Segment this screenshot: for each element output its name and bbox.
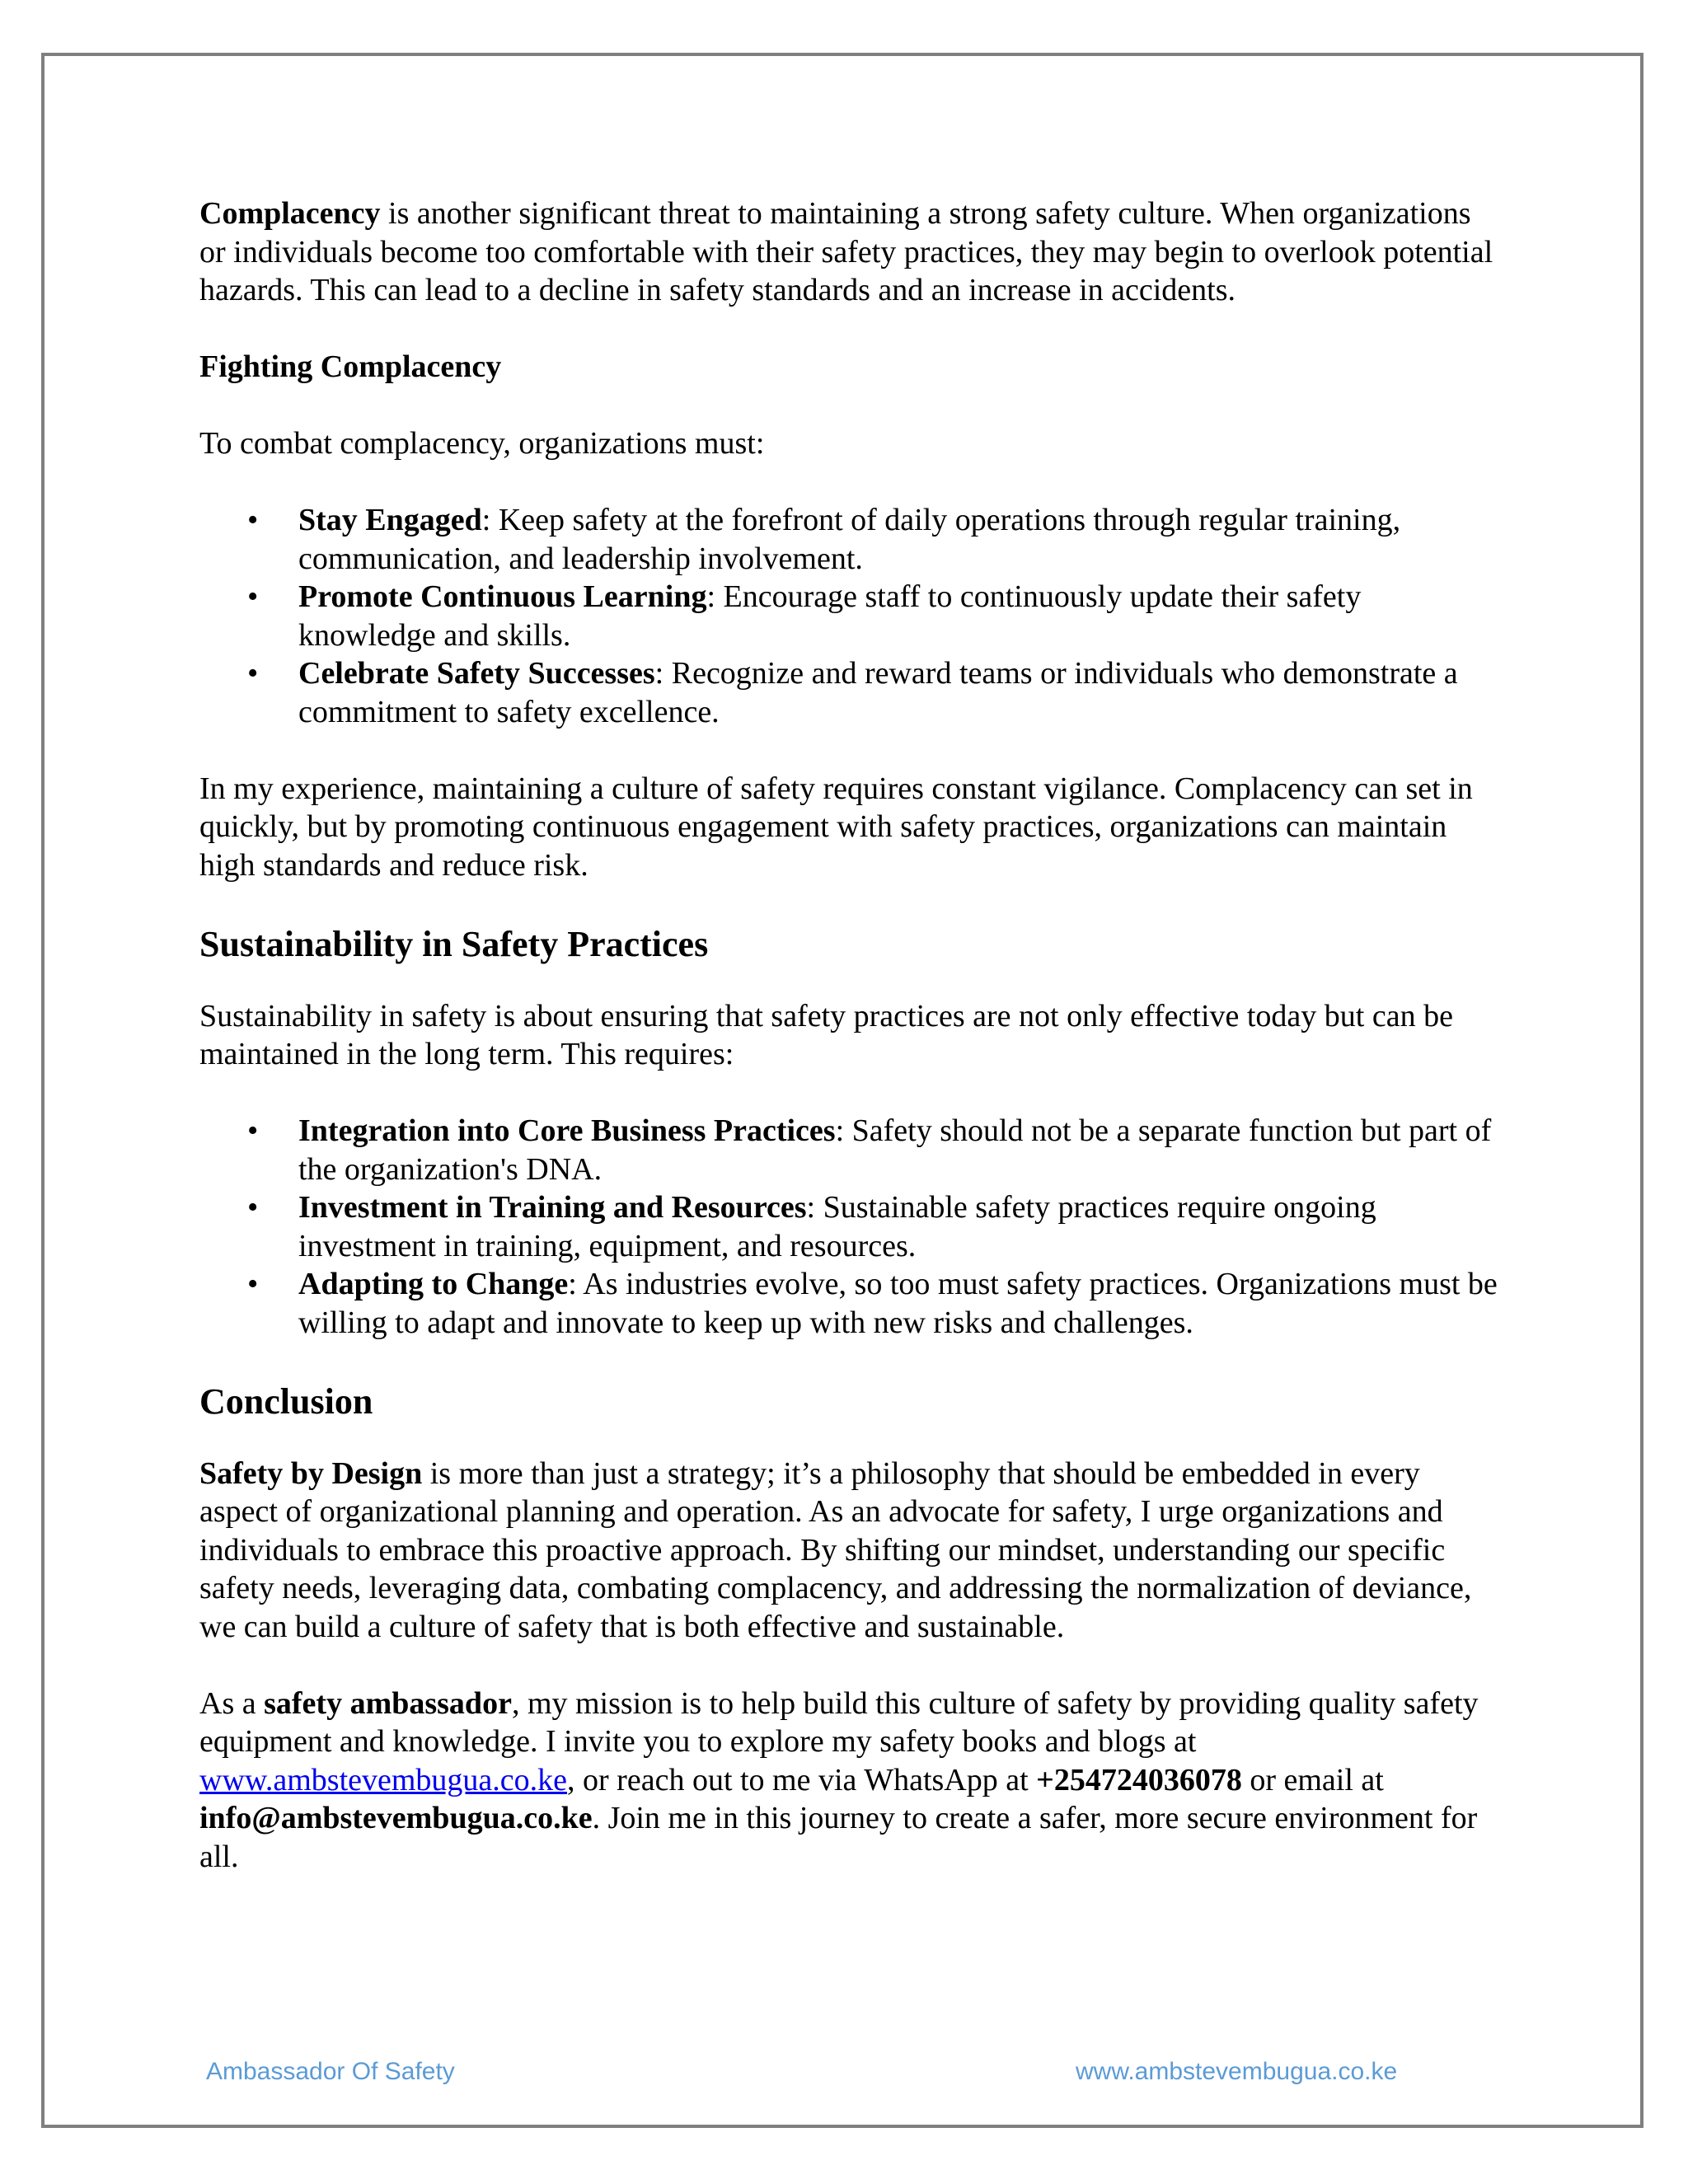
intro-paragraph	[199, 194, 1502, 310]
sustainability-list	[199, 1112, 1502, 1342]
list-item	[199, 578, 1502, 654]
bullet-icon: •	[247, 656, 259, 691]
list-item	[199, 654, 1502, 731]
bullet-icon: •	[247, 1113, 259, 1148]
ambassador-paragraph	[199, 1685, 1502, 1877]
experience-paragraph: In my experience, maintaining a culture of safety requires constant vigilance. Complacency can set in quickly, but by promoting continuous engagement with safety practices, organizations can maintain high standards and reduce risk.	[199, 771, 1473, 883]
bullet-icon: •	[247, 1190, 259, 1225]
list-item-term: Investment in Training and Resources	[298, 1190, 807, 1225]
whatsapp-number: +254724036078	[1036, 1762, 1242, 1797]
document-body	[199, 194, 1502, 1915]
list-item-term: Adapting to Change	[298, 1267, 569, 1301]
intro-text: is another significant threat to maintaining a strong safety culture. When organizations or individuals become too comfortable with their safety practices, they may begin to overlook potential hazards. This can lead to a decline in safety standards and an increase in accidents.	[199, 196, 1493, 307]
ambassador-text-e: . Join me in this journey to create a safer, more secure environment for all.	[199, 1801, 1478, 1874]
list-item-text: : Sustainable safety practices require ongoing investment in training, equipment, and resources.	[298, 1190, 1376, 1263]
sustainability-lead: Sustainability in safety is about ensuring that safety practices are not only effective today but can be maintained in the long term. This requires:	[199, 998, 1453, 1071]
list-item-term: Promote Continuous Learning	[298, 579, 707, 614]
list-item-term: Celebrate Safety Successes	[298, 656, 655, 691]
fighting-complacency-heading: Fighting Complacency	[199, 349, 502, 384]
sustainability-heading: Sustainability in Safety Practices	[199, 923, 709, 964]
bullet-icon: •	[247, 579, 259, 614]
list-item-text: : Keep safety at the forefront of daily operations through regular training, communication, and leadership involvement.	[298, 503, 1401, 576]
email-address: info@ambstevembugua.co.ke	[199, 1801, 593, 1835]
ambassador-role: safety ambassador	[264, 1685, 512, 1721]
fighting-lead: To combat complacency, organizations must:	[199, 426, 765, 461]
website-link[interactable]: www.ambstevembugua.co.ke	[199, 1762, 568, 1797]
list-item	[199, 501, 1502, 578]
bullet-icon: •	[247, 1267, 259, 1301]
intro-term: Complacency	[199, 196, 381, 231]
list-item-text: : Safety should not be a separate function but part of the organization's DNA.	[298, 1113, 1492, 1187]
list-item	[199, 1265, 1502, 1342]
list-item-text: : As industries evolve, so too must safety practices. Organizations must be willing to adapt and innovate to keep up with new risks and challenges.	[298, 1267, 1498, 1340]
ambassador-text-a: As a	[199, 1685, 265, 1721]
fighting-list	[199, 501, 1502, 731]
list-item-term: Integration into Core Business Practices	[298, 1113, 836, 1148]
footer-title: Ambassador Of Safety	[206, 2058, 455, 2085]
list-item-term: Stay Engaged	[298, 503, 482, 537]
ambassador-text-c: , or reach out to me via WhatsApp at	[567, 1762, 1037, 1797]
conclusion-term: Safety by Design	[199, 1455, 423, 1491]
conclusion-text: is more than just a strategy; it’s a philosophy that should be embedded in every aspect of organizational planning and operation. As an advocate for safety, I urge organizations and individuals to embrace this proactive approach. By shifting our mindset, understanding our specific safety needs, leveraging data, combating complacency, and addressing the normalization of deviance, we can build a culture of safety that is both effective and sustainable.	[199, 1455, 1472, 1644]
conclusion-paragraph	[199, 1455, 1502, 1647]
footer-website: www.ambstevembugua.co.ke	[1076, 2058, 1398, 2085]
list-item-text: : Recognize and reward teams or individuals who demonstrate a commitment to safety excellence.	[298, 656, 1458, 729]
list-item	[199, 1188, 1502, 1265]
list-item-text: : Encourage staff to continuously update their safety knowledge and skills.	[298, 579, 1362, 653]
ambassador-text-d: or email at	[1241, 1762, 1384, 1797]
list-item	[199, 1112, 1502, 1188]
ambassador-text-b: , my mission is to help build this culture of safety by providing quality safety equipment and knowledge. I invite you to explore my safety books and blogs at	[199, 1685, 1479, 1759]
conclusion-heading: Conclusion	[199, 1380, 373, 1422]
bullet-icon: •	[247, 503, 259, 537]
